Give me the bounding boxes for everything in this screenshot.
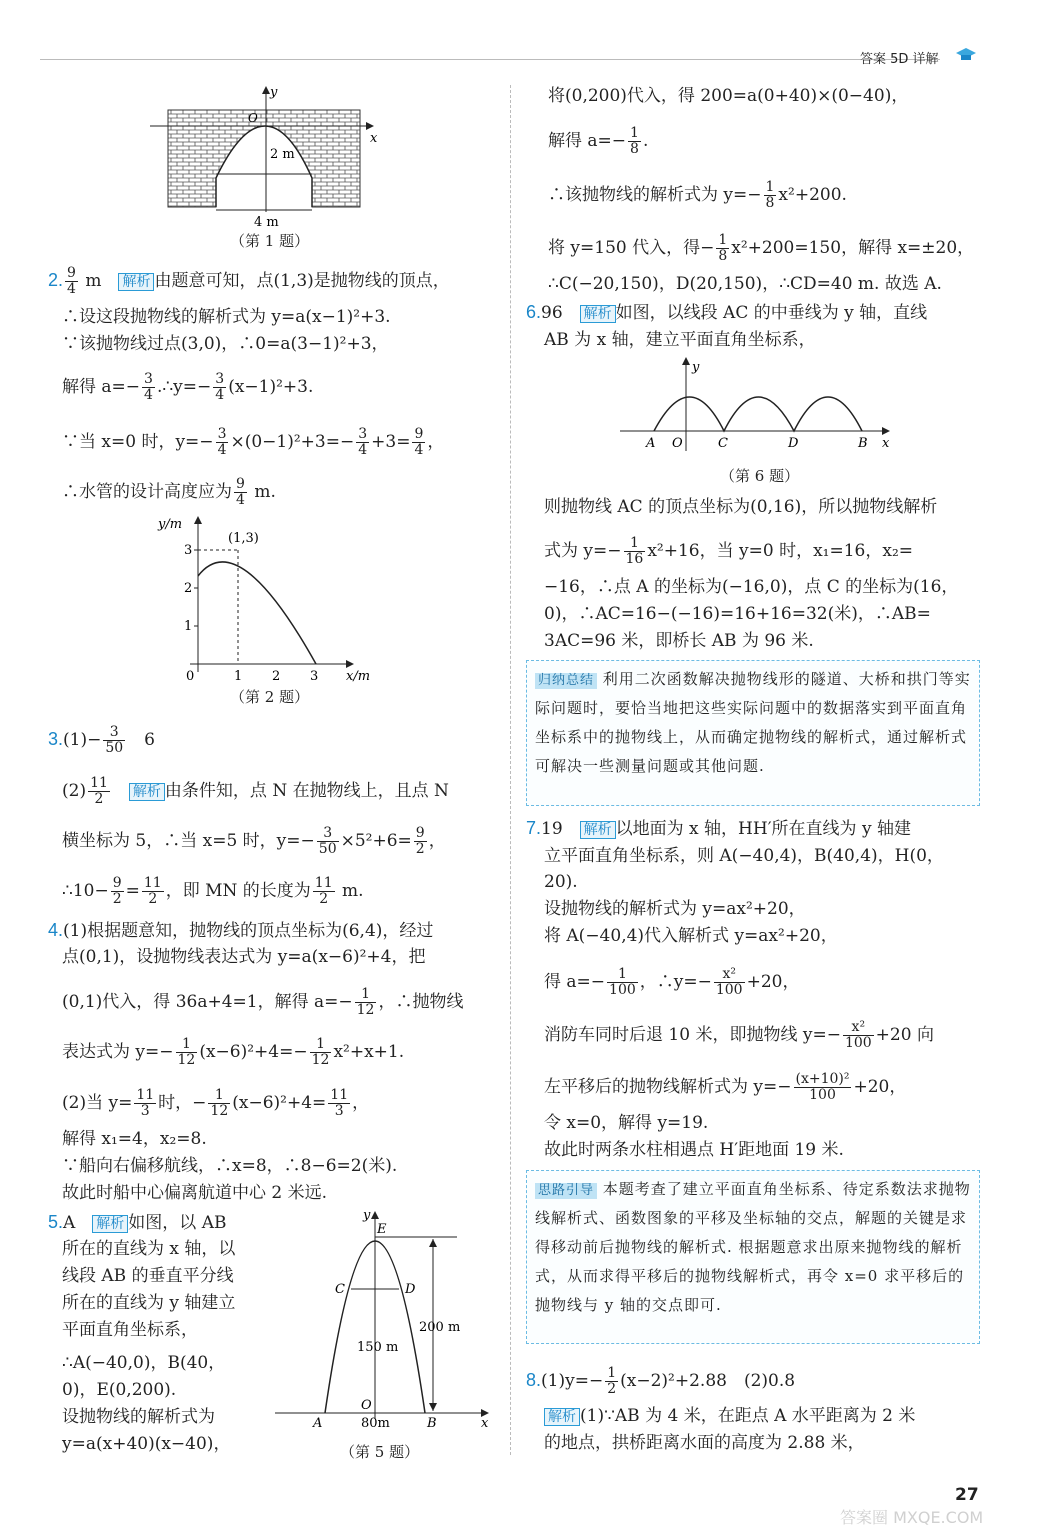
q4-line1: 4.(1)根据题意知，抛物线的顶点坐标为(6,4)，经过 [48, 920, 434, 941]
q2-line2: ∴设这段抛物线的解析式为 y=a(x−1)²+3. [62, 307, 391, 327]
q3-line4: ∴10− $\frac{9}{2}$ = $\frac{11}{2}$ ，即 MN 的长度为 $\frac{11}{2}$ m. [62, 875, 364, 907]
fig1-y: y [270, 85, 278, 100]
fig6-D: D [788, 436, 799, 451]
fig6-C: C [718, 436, 728, 451]
q7-line10: 故此时两条水柱相遇点 H′距地面 19 米. [544, 1140, 844, 1160]
q4-line2: 点(0,1)，设抛物线表达式为 y=a(x−6)²+4，把 [62, 947, 426, 967]
fig2-y1: 1 [184, 619, 193, 634]
page-number: 27 [955, 1485, 979, 1505]
q4-line3: (0,1)代入，得 36a+4=1，解得 a=− $\frac{1}{12}$ ，∴抛物线 [62, 986, 464, 1018]
q2-line4: 解得 a=− $\frac{3}{4}$ .∴y=− $\frac{3}{4}$ (x−1)²+3. [62, 371, 314, 403]
q5-line6: ∴A(−40,0)，B(40， [62, 1353, 226, 1373]
fig5-O: O [361, 1398, 372, 1413]
summary-tag: 归纳总结 [535, 673, 597, 689]
q6-line1: 6.96 解析 如图，以线段 AC 的中垂线为 y 轴，直线 [526, 302, 928, 323]
fig2-ylabel: y/m [158, 517, 183, 532]
r-line1: 将(0,200)代入，得 200=a(0+40)×(0−40)， [548, 86, 909, 106]
fig5-D: D [405, 1282, 416, 1297]
header-rule [40, 59, 940, 60]
q7-line4: 设抛物线的解析式为 y=ax²+20， [544, 899, 806, 919]
q3-line2: (2) $\frac{11}{2}$ 解析 由条件知，点 N 在抛物线上，且点 N [62, 775, 449, 807]
fig2-x0: 0 [186, 669, 195, 684]
figure-2 [150, 510, 390, 685]
q5-line3: 线段 AB 的垂直平分线 [62, 1266, 234, 1286]
r-line4: 将 y=150 代入，得− $\frac{1}{8}$ x²+200=150，解得 x=±20， [548, 232, 975, 264]
q7-line7: 消防车同时后退 10 米，即抛物线 y=− $\frac{\text{x²}}{100}$ +20 向 [544, 1019, 934, 1051]
q4-line8: 故此时船中心偏离航道中心 2 米远. [62, 1183, 328, 1203]
q7-line6: 得 a=− $\frac{1}{100}$ ，∴y=− $\frac{\text{x²}}{100}$ +20， [544, 966, 800, 998]
q6-line4: 式为 y=− $\frac{1}{16}$ x²+16，当 y=0 时，x₁=16，x₂= [544, 535, 914, 567]
fig5-B: B [427, 1416, 437, 1431]
q5-line8: 设抛物线的解析式为 [62, 1407, 215, 1427]
q6-line2: AB 为 x 轴，建立平面直角坐标系， [544, 330, 816, 350]
header-label: 答案 5D 详解 [860, 52, 939, 67]
q5-line7: 0)，E(0,200). [62, 1380, 177, 1400]
summary-box [526, 660, 980, 806]
q2-line3: ∵该抛物线过点(3,0)，∴0=a(3−1)²+3， [62, 334, 389, 354]
fig5-C: C [335, 1282, 345, 1297]
fig1-x: x [370, 131, 378, 146]
summary-text: 利用二次函数解决抛物线形的隧道、大桥和拱门等实际问题时，要恰当地把这些实际问题中的数据落实到平面直角坐标系中的抛物线上，从而确定抛物线的解析式，通过解析式可解决一些测量问题或其他问题. [535, 670, 971, 775]
watermark: 答案圈 MXQE.COM [840, 1508, 984, 1527]
q7-line9: 令 x=0，解得 y=19. [544, 1113, 709, 1133]
cap-icon [955, 47, 977, 63]
r-line5: ∴C(−20,150)，D(20,150)，∴CD=40 m. 故选 A. [548, 274, 942, 294]
fig5-caption: （第 5 题） [340, 1443, 420, 1461]
fig2-y2: 2 [184, 581, 193, 596]
q7-line5: 将 A(−40,4)代入解析式 y=ax²+20， [544, 926, 838, 946]
q6-line3: 则抛物线 AC 的顶点坐标为(0,16)，所以抛物线解析 [544, 497, 938, 517]
figure-1 [150, 82, 390, 252]
q7-line3: 20). [544, 872, 578, 892]
fig5-E: E [377, 1222, 387, 1237]
fig2-x1: 1 [234, 669, 243, 684]
q5-line4: 所在的直线为 y 轴建立 [62, 1293, 236, 1313]
q2-line5: ∵当 x=0 时，y=− $\frac{3}{4}$ ×(0−1)²+3=− $\frac{3}{4}$ +3= $\frac{9}{4}$ ， [62, 426, 445, 458]
fig5-x: x [481, 1416, 489, 1431]
q2-line1: 2. $\frac{9}{4}$ m 解析 由题意可知，点(1,3)是抛物线的顶点， [48, 265, 450, 297]
fig6-B: B [858, 436, 868, 451]
fig1-o: O [248, 111, 258, 125]
figure-6 [618, 355, 898, 455]
q3-line1: 3.(1)− $\frac{3}{50}$ 6 [48, 724, 155, 756]
q7-line2: 立平面直角坐标系，则 A(−40,4)，B(40,4)，H(0， [544, 846, 944, 866]
q8-line2: 解析 (1)∵AB 为 4 米，在距点 A 水平距离为 2 米 [544, 1406, 915, 1426]
fig5-w80: 80m [361, 1416, 390, 1431]
fig6-caption: （第 6 题） [720, 467, 800, 485]
fig5-h200: 200 m [419, 1320, 461, 1335]
q7-line1: 7.19 解析 以地面为 x 轴，HH′所在直线为 y 轴建 [526, 818, 911, 839]
fig6-A: A [646, 436, 656, 451]
fig2-x2: 2 [272, 669, 281, 684]
q5-line5: 平面直角坐标系， [62, 1320, 198, 1340]
q8-line1: 8.(1)y=− $\frac{1}{2}$ (x−2)²+2.88 (2)0.8 [526, 1365, 796, 1397]
q6-line6: 0)，∴AC=16−(−16)=16+16=32(米)，∴AB= [544, 604, 931, 624]
column-divider [510, 85, 511, 1455]
hint-box [526, 1170, 980, 1344]
fig2-y3: 3 [184, 543, 193, 558]
q4-line7: ∵船向右偏移航线，∴x=8，∴8−6=2(米). [62, 1156, 398, 1176]
r-line3: ∴该抛物线的解析式为 y=− $\frac{1}{8}$ x²+200. [548, 179, 847, 211]
fig5-A: A [313, 1416, 323, 1431]
q3-line3: 横坐标为 5，∴当 x=5 时，y=− $\frac{3}{50}$ ×5²+6= $\frac{9}{2}$ ， [62, 825, 446, 857]
hint-tag: 思路引导 [535, 1183, 597, 1199]
fig6-x: x [882, 436, 890, 451]
q5-line9: y=a(x+40)(x−40)， [62, 1434, 231, 1454]
q8-line3: 的地点，拱桥距离水面的高度为 2.88 米， [544, 1433, 865, 1453]
fig2-point: (1,3) [228, 531, 259, 546]
fig6-O: O [672, 436, 683, 451]
fig2-xlabel: x/m [346, 669, 371, 684]
q7-line8: 左平移后的抛物线解析式为 y=− $\frac{\text{(x+10)²}}{100}$ +20， [544, 1071, 907, 1103]
fig5-y: y [363, 1208, 371, 1223]
q6-line5: −16，∴点 A 的坐标为(−16,0)，点 C 的坐标为(16， [544, 577, 959, 597]
q5-line2: 所在的直线为 x 轴，以 [62, 1239, 236, 1259]
q4-line4: 表达式为 y=− $\frac{1}{12}$ (x−6)²+4=− $\frac{1}{12}$ x²+x+1. [62, 1036, 405, 1068]
q2-line6: ∴水管的设计高度应为 $\frac{9}{4}$ m. [62, 476, 276, 508]
hint-text: 本题考查了建立平面直角坐标系、待定系数法求抛物线解析式、函数图象的平移及坐标轴的交点，解题的关键是求得移动前后抛物线的解析式. 根据题意求出原来抛物线的解析式，从而求得平移后的抛物线解析式，再令 x=0 求平移后的抛物线与 y 轴的交点即可. [535, 1180, 971, 1314]
fig1-h: 2 m [270, 147, 295, 162]
figure-5 [275, 1205, 505, 1445]
q4-line5: (2)当 y= $\frac{11}{3}$ 时，− $\frac{1}{12}$ (x−6)²+4= $\frac{11}{3}$ ， [62, 1087, 370, 1119]
fig2-x3: 3 [310, 669, 319, 684]
q5-line1: 5.A 解析 如图，以 AB [48, 1212, 227, 1233]
fig1-w: 4 m [254, 215, 279, 230]
fig6-y: y [692, 360, 700, 375]
r-line2: 解得 a=− $\frac{1}{8}$ . [548, 125, 649, 157]
fig1-caption: （第 1 题） [230, 232, 310, 250]
fig5-h150: 150 m [357, 1340, 399, 1355]
q6-line7: 3AC=96 米，即桥长 AB 为 96 米. [544, 631, 814, 651]
q4-line6: 解得 x₁=4，x₂=8. [62, 1129, 207, 1149]
fig2-caption: （第 2 题） [230, 688, 310, 706]
